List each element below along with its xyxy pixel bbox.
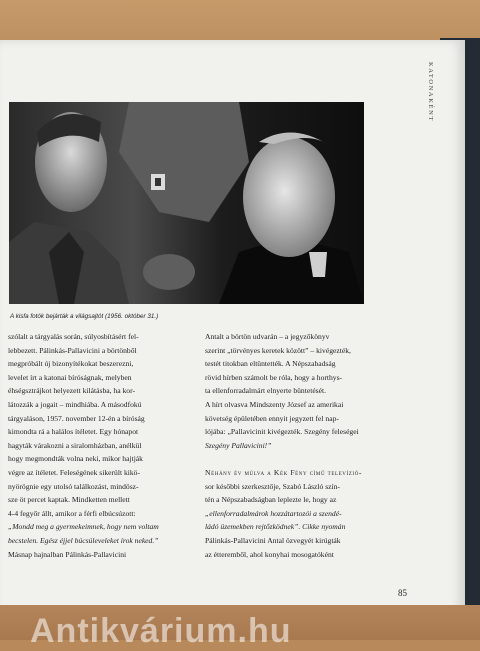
quote-line: becstelen. Egész éjjel búcsúleveleket írok neked.”: [8, 535, 159, 545]
text-line: testét titokban eltüntették. A Népszabadság: [205, 359, 336, 369]
quote-line: ládó üzemekben rejtőzködnek”. Cikke nyomán: [205, 522, 346, 532]
text-line: ta ellenforradalmárt elnyerte büntetését.: [205, 386, 327, 396]
text-line: szerint „törvényes keretek között” – kivégezték,: [205, 345, 351, 355]
watermark-text: Antikvárium.hu: [30, 612, 292, 650]
historical-photo: [9, 102, 364, 304]
quote-line: Szegény Pallavicini!”: [205, 440, 272, 450]
text-line: Pálinkás-Pallavicini Antal özvegyét kirúgták: [205, 535, 341, 545]
text-line: A hírt olvasva Mindszenty József az amerikai: [205, 399, 344, 409]
text-line: az étteremből, ahol konyhai mosogatóként: [205, 549, 334, 559]
page-number: 85: [398, 588, 407, 598]
text-line: kimondta rá a halálos ítéletet. Egy hónapot: [8, 427, 139, 437]
photo-portrait-icon: [9, 102, 364, 304]
quote-line: „ellenforradalmárok hozzátartozói a szendé-: [205, 508, 342, 518]
text-line: látozzák a jogait – mindhiába. A másodfokú: [8, 399, 142, 409]
photo-caption: A kisfa fotók bejárták a világsajtót (1956. október 31.): [10, 313, 159, 320]
text-line: lójába: „Pallavicinit kivégezték. Szegény feleségei: [205, 427, 359, 437]
quote-line: „Mondd meg a gyermekeimnek, hogy nem voltam: [8, 522, 159, 532]
section-start-line: Néhány év múlva a Kék Fény című televízió-: [205, 467, 363, 477]
text-line: követség épületében ennyit jegyzett fel nap-: [205, 413, 339, 423]
text-line: nyörögnie egy utolsó találkozást, mindösz-: [8, 481, 139, 491]
text-line: hogy megmondták volna neki, mikor hajtják: [8, 454, 143, 464]
text-column-right: [205, 330, 375, 561]
text-line: rövid hírben számolt be róla, hogy a horthys-: [205, 372, 343, 382]
text-line: Másnap hajnalban Pálinkás-Pallavicini: [8, 549, 127, 559]
text-line: lebbezett. Pálinkás-Pallavicini a börtönből: [8, 345, 137, 355]
text-line: levelet írt a katonai bíróságnak, melyben: [8, 372, 132, 382]
running-header: KATONAKÉNT: [427, 62, 434, 122]
text-line: szólalt a tárgyalás során, súlyosbításért fel-: [8, 332, 139, 341]
text-line: tárgyaláson, 1957. november 12-én a bíróság: [8, 413, 145, 423]
text-column-left: [8, 330, 186, 561]
text-line: tén a Népszabadságban leplezte le, hogy az: [205, 495, 337, 505]
text-line: Antalt a börtön udvarán – a jegyzőkönyv: [205, 332, 330, 341]
text-line: hagyták várakozni a siralomházban, anélkül: [8, 440, 142, 450]
text-line: 4-4 fegyőr állt, amikor a férfi elbúcsúzott:: [8, 508, 136, 518]
text-line: éhségsztrájkot helyezett kilátásba, ha kor-: [8, 386, 135, 396]
text-line: [205, 452, 375, 466]
text-line: sze öt percet kaptak. Mindketten mellett: [8, 495, 130, 505]
text-line: végre az ítéletet. Feleségének sikerült kikö-: [8, 467, 140, 477]
text-line: sor későbbi szerkesztője, Szabó László szín-: [205, 481, 340, 491]
text-line: megpróbált új bizonyítékokat beszerezni,: [8, 359, 134, 369]
